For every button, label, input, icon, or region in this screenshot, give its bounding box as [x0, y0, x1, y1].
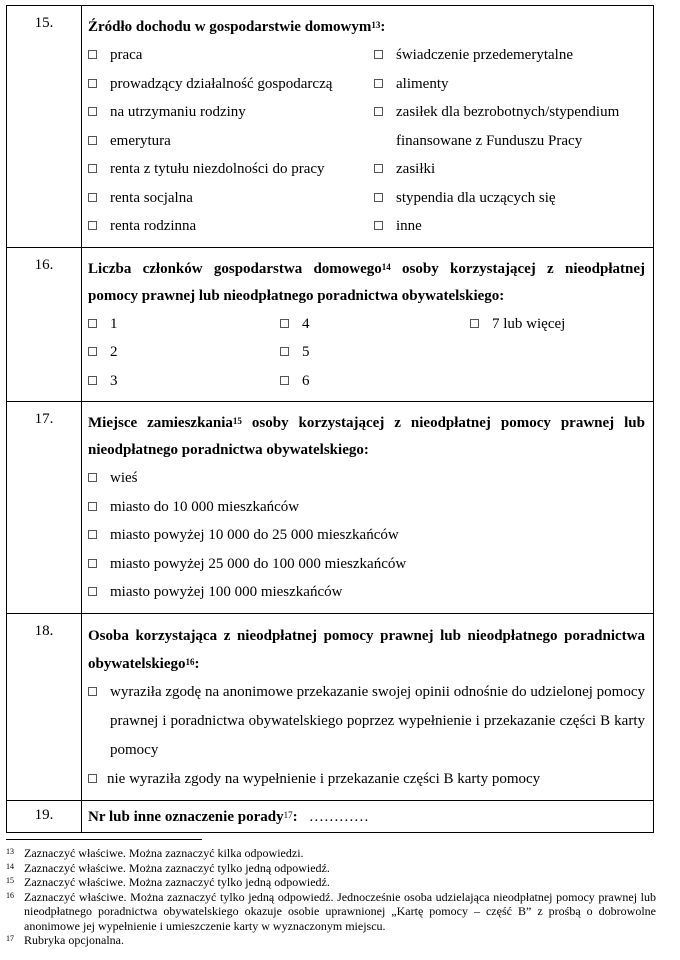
- options-column-3: [470, 310, 645, 396]
- question-cell: [82, 6, 654, 248]
- option-label: inne: [396, 218, 422, 234]
- option-label: wyraziła zgodę na anonimowe przekazanie swojej opinii odnośnie do udzielonej pomocy prawnej i poradnictwa obywatelskiego poprzez wypełnienie i przekazanie części B karty pomocy: [110, 683, 645, 758]
- footnote-mark: 14: [6, 861, 14, 871]
- question-title: [88, 410, 645, 464]
- option-label: praca: [110, 47, 143, 63]
- advice-id-input[interactable]: …………: [308, 808, 369, 825]
- title-text-cont: osoby korzystającej z nieodpłatnej pomocy prawnej lub nieodpłatnego poradnictwa obywatelskiego:: [88, 260, 645, 304]
- option-emerytura[interactable]: [88, 127, 374, 156]
- option-label: miasto powyżej 100 000 mieszkańców: [110, 584, 343, 600]
- checkbox[interactable]: [88, 502, 97, 511]
- checkbox[interactable]: [374, 50, 383, 59]
- advice-id-field: [88, 805, 645, 829]
- checkbox[interactable]: [88, 587, 97, 596]
- option-label: 1: [110, 315, 118, 332]
- option-stypendia[interactable]: [374, 184, 645, 213]
- option-renta-socjalna[interactable]: [88, 184, 374, 213]
- title-end: :: [380, 19, 386, 35]
- option-label: zasiłki: [396, 161, 436, 177]
- footnote-text: Zaznaczyć właściwe. Można zaznaczyć kilka odpowiedzi.: [24, 846, 304, 860]
- row-q16: [7, 247, 654, 402]
- title-text: Osoba korzystająca z nieodpłatnej pomocy prawnej lub nieodpłatnego poradnictwa obywatelskiego: [88, 627, 645, 672]
- option-consent-no[interactable]: [88, 765, 645, 794]
- option-label: prowadzący działalność gospodarczą: [110, 75, 333, 92]
- title-end: :: [194, 655, 200, 672]
- question-title: [88, 622, 645, 678]
- option-label: 2: [110, 344, 118, 360]
- question-cell: [82, 800, 654, 832]
- row-q19: [7, 800, 654, 832]
- checkbox[interactable]: [88, 79, 97, 88]
- option-label: renta socjalna: [110, 189, 193, 206]
- option-1[interactable]: [88, 310, 280, 339]
- option-wies[interactable]: [88, 464, 645, 493]
- checkbox[interactable]: [88, 347, 97, 356]
- checkbox[interactable]: [88, 559, 97, 568]
- option-miasto-do-10k[interactable]: [88, 493, 645, 522]
- option-label: zasiłek dla bezrobotnych/stypendium finansowane z Funduszu Pracy: [396, 104, 620, 149]
- option-inne[interactable]: [374, 212, 645, 241]
- option-zasilki[interactable]: [374, 155, 645, 184]
- option-miasto-100k-plus[interactable]: [88, 578, 645, 607]
- option-label: miasto powyżej 10 000 do 25 000 mieszkańców: [110, 527, 399, 543]
- row-number: 18.: [7, 613, 82, 800]
- option-7-plus[interactable]: [470, 310, 645, 339]
- checkbox[interactable]: [280, 319, 289, 328]
- option-renta-niezdolnosc[interactable]: [88, 155, 374, 184]
- footnotes: [6, 846, 656, 948]
- footnote-text: Zaznaczyć właściwe. Można zaznaczyć tylko jedną odpowiedź. Jednocześnie osoba udzielająca nieodpłatnej pomocy prawnej lub nieodpłatnego poradnictwa obywatelskiego okazuje osobie uprawnionej „Kartę pomocy – część B” z prośbą o dobrowolne anonimowe jej wypełnienie i umieszczenie karty w wyznaczonym miejscu.: [24, 889, 656, 933]
- footnote-17: [6, 933, 656, 948]
- footnote-ref: 13: [371, 20, 381, 30]
- checkbox[interactable]: [88, 107, 97, 116]
- option-3[interactable]: [88, 367, 280, 396]
- question-title: [88, 256, 645, 310]
- footnote-ref: 16: [185, 656, 195, 667]
- checkbox[interactable]: [470, 319, 479, 328]
- question-cell: [82, 402, 654, 614]
- title-text: Miejsce zamieszkania: [88, 415, 233, 431]
- option-label: 7 lub więcej: [492, 315, 566, 332]
- option-label: nie wyraziła zgody na wypełnienie i przekazanie części B karty pomocy: [107, 770, 541, 787]
- checkbox[interactable]: [88, 319, 97, 328]
- title-text: Źródło dochodu w gospodarstwie domowym: [88, 19, 372, 35]
- field-label: Nr lub inne oznaczenie porady: [88, 808, 284, 825]
- checkbox[interactable]: [374, 193, 383, 202]
- row-q17: [7, 402, 654, 614]
- options-column-2: [280, 310, 470, 396]
- option-label: miasto do 10 000 mieszkańców: [110, 498, 300, 515]
- checkbox[interactable]: [88, 687, 97, 696]
- option-miasto-25k-100k[interactable]: [88, 550, 645, 579]
- option-praca[interactable]: [88, 41, 374, 70]
- row-number: 19.: [7, 800, 82, 832]
- label-end: :: [292, 808, 298, 825]
- footnote-14: [6, 861, 656, 876]
- checkbox[interactable]: [88, 164, 97, 173]
- option-label: 5: [302, 344, 310, 360]
- row-q15: [7, 6, 654, 248]
- title-text-cont: osoby korzystającej z nieodpłatnej pomocy prawnej lub nieodpłatnego poradnictwa obywatelskiego:: [88, 415, 645, 458]
- footnote-ref: 17: [283, 809, 293, 820]
- option-zasilek-bezrobotni[interactable]: [374, 98, 645, 155]
- checkbox[interactable]: [88, 473, 97, 482]
- form-section: [6, 5, 654, 833]
- checkbox[interactable]: [280, 376, 289, 385]
- option-label: alimenty: [396, 75, 449, 92]
- checkbox[interactable]: [88, 221, 97, 230]
- footnote-15: [6, 875, 656, 890]
- option-label: stypendia dla uczących się: [396, 189, 556, 206]
- option-label: świadczenie przedemerytalne: [396, 47, 573, 63]
- option-miasto-10k-25k[interactable]: [88, 521, 645, 550]
- checkbox[interactable]: [88, 530, 97, 539]
- row-q18: [7, 613, 654, 800]
- options-grid: [88, 41, 645, 241]
- footnote-mark: 15: [6, 876, 14, 885]
- checkbox[interactable]: [374, 107, 383, 116]
- option-label: renta z tytułu niezdolności do pracy: [110, 161, 325, 177]
- options-column-1: [88, 310, 280, 396]
- option-dzialalnosc[interactable]: [88, 70, 374, 99]
- footnote-ref: 15: [232, 416, 242, 426]
- footnote-text: Zaznaczyć właściwe. Można zaznaczyć tylko jedną odpowiedź.: [24, 875, 330, 889]
- checkbox[interactable]: [88, 193, 97, 202]
- footnote-13: [6, 846, 656, 861]
- checkbox[interactable]: [88, 376, 97, 385]
- option-label: na utrzymaniu rodziny: [110, 104, 246, 120]
- options-column-left: [88, 41, 374, 241]
- options-grid: [88, 310, 645, 396]
- option-przedemerytalne[interactable]: [374, 41, 645, 70]
- row-number: 15.: [7, 6, 82, 248]
- footnote-ref: 14: [381, 261, 391, 272]
- row-number: 16.: [7, 247, 82, 402]
- option-label: 3: [110, 372, 118, 389]
- question-title: [88, 14, 645, 41]
- footnote-text: Rubryka opcjonalna.: [24, 933, 124, 947]
- checkbox[interactable]: [88, 50, 97, 59]
- question-cell: [82, 613, 654, 800]
- option-label: wieś: [110, 470, 138, 486]
- option-alimenty[interactable]: [374, 70, 645, 99]
- option-consent-yes[interactable]: [88, 678, 645, 765]
- checkbox[interactable]: [374, 164, 383, 173]
- form-table: [6, 5, 654, 833]
- option-label: emerytura: [110, 132, 171, 149]
- footnote-mark: 16: [6, 890, 14, 900]
- footnote-mark: 17: [6, 934, 14, 943]
- question-cell: [82, 247, 654, 402]
- footnote-16: [6, 890, 656, 934]
- option-label: miasto powyżej 25 000 do 100 000 mieszkańców: [110, 555, 407, 572]
- row-number: 17.: [7, 402, 82, 614]
- footnote-text: Zaznaczyć właściwe. Można zaznaczyć tylko jedną odpowiedź.: [24, 860, 330, 875]
- option-4[interactable]: [280, 310, 470, 339]
- option-6[interactable]: [280, 367, 470, 396]
- option-renta-rodzinna[interactable]: [88, 212, 374, 241]
- footnote-separator: [6, 839, 202, 840]
- checkbox[interactable]: [280, 347, 289, 356]
- option-label: 4: [302, 315, 310, 332]
- title-text: Liczba członków gospodarstwa domowego: [88, 260, 382, 277]
- option-5[interactable]: [280, 338, 470, 367]
- checkbox[interactable]: [88, 774, 97, 783]
- option-label: renta rodzinna: [110, 218, 197, 234]
- options-column-right: [374, 41, 645, 241]
- option-label: 6: [302, 372, 310, 389]
- checkbox[interactable]: [374, 79, 383, 88]
- checkbox[interactable]: [88, 136, 97, 145]
- checkbox[interactable]: [374, 221, 383, 230]
- option-utrzymanie[interactable]: [88, 98, 374, 127]
- footnote-mark: 13: [6, 847, 14, 856]
- option-2[interactable]: [88, 338, 280, 367]
